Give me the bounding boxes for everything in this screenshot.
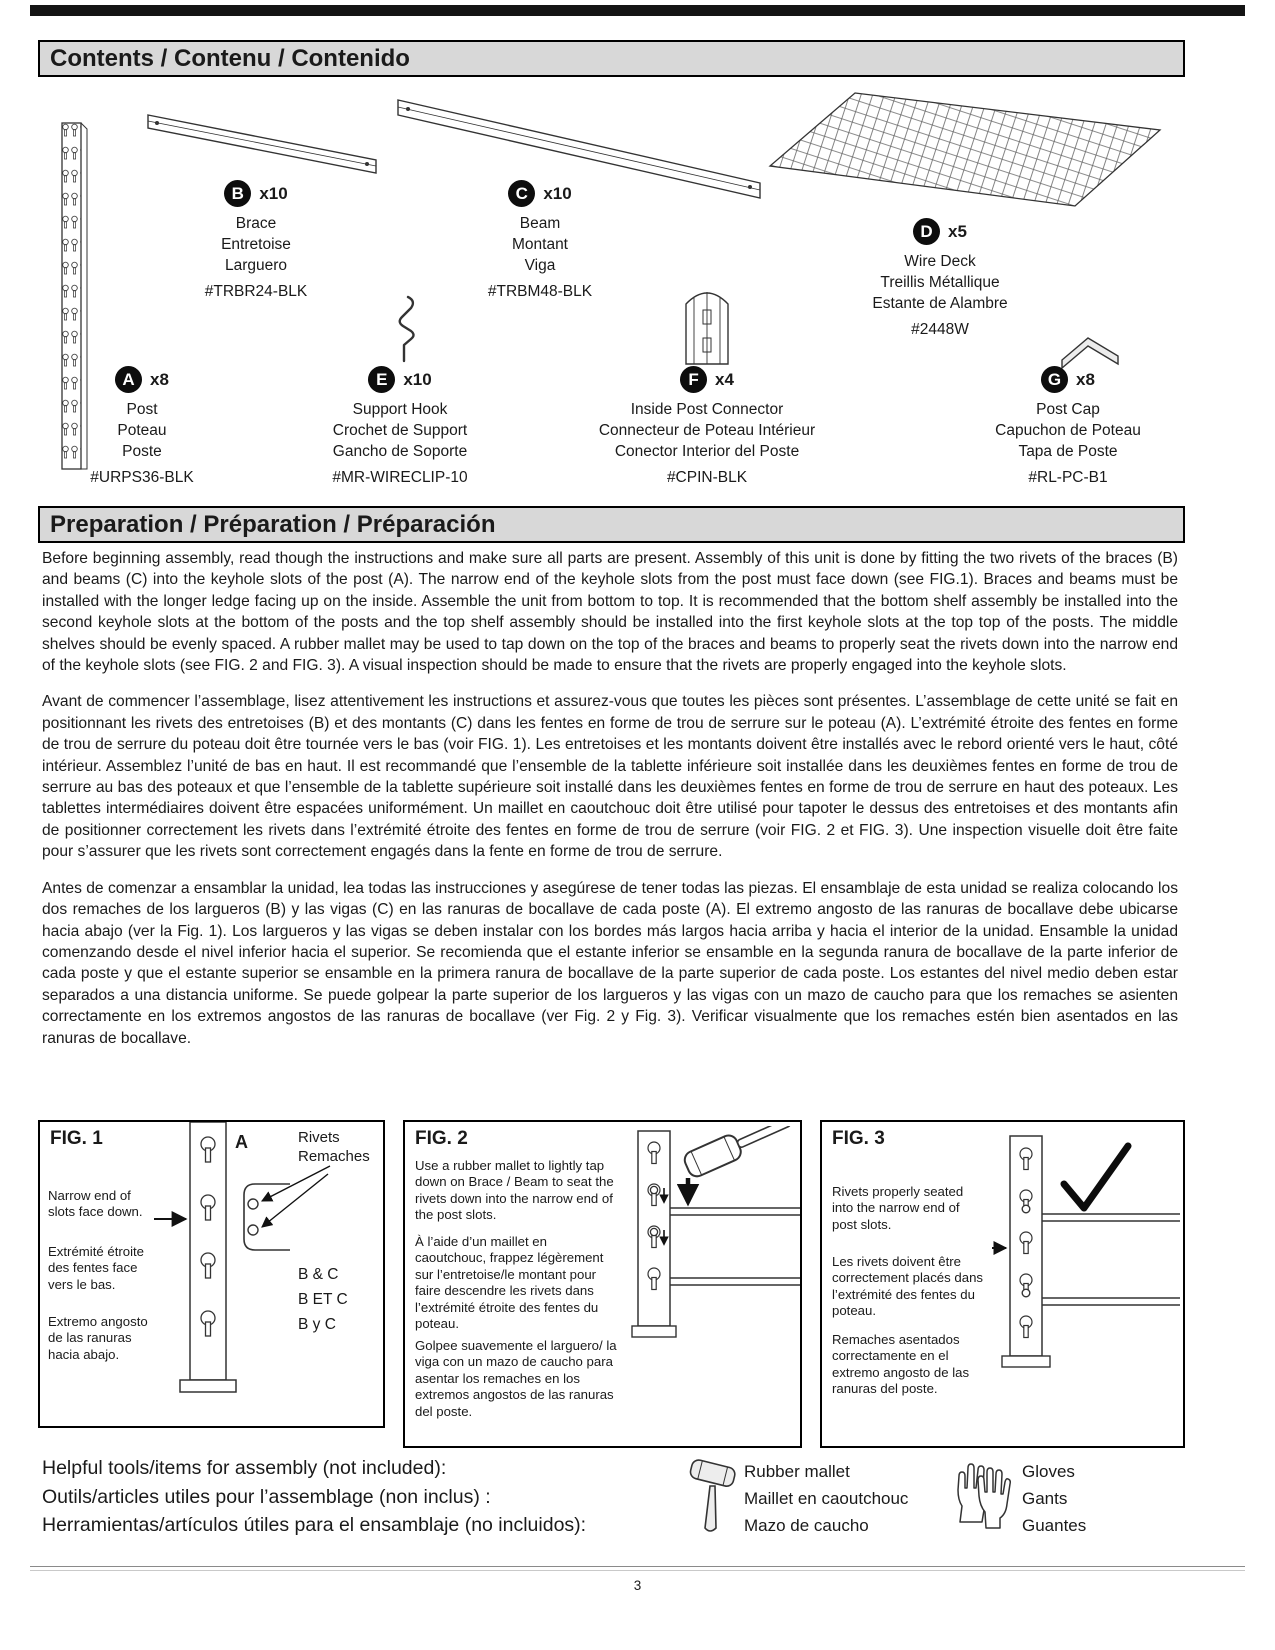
part-name-es: Estante de Alambre [872,295,1008,312]
part-beam [455,180,625,301]
part-name-fr: Entretoise [221,236,291,253]
mallet-label-fr: Maillet en caoutchouc [744,1489,909,1508]
part-wire-deck [810,218,1070,339]
part-name-en: Post Cap [1036,401,1100,418]
part-letter-badge: F [680,366,707,393]
gloves-label-fr: Gants [1022,1489,1068,1508]
part-name-fr: Montant [511,236,568,253]
preparation-paragraph-es: Antes de comenzar a ensamblar la unidad, lea todas las instrucciones y asegúrese de tener todas las piezas. El ensamblaje de esta unidad se realiza colocando los dos remaches de los largueros (B) y las vigas (C) en las ranuras de bocallave de cada poste (A). El extremo angosto de las ranuras de bocallave debe ubicarse hacia abajo (ver la Fig. 1). Los largueros y las vigas se deben instalar con los bordes más largos hacia arriba y hacia el interior de la unidad. Ensamble la unidad comenzando desde el nivel inferior hacia el superior. Se recomienda que el estante inferior se ensamble en la segunda ranura de bocallave de la parte inferior de cada poste y que el estante superior se ensamble en la primera ranura de bocallave de la parte superior de cada poste. Los estantes del nivel medio deben estar separados a una distancia uniforme. Se puede golpear la parte superior de los largueros y las vigas con un mazo de caucho para que los remaches se asienten correctamente en los extremos angostos de las ranuras de bocallave (ver Fig. 2 y Fig. 3). Verificar visualmente que los remaches estén bien asentados en las ranuras de bocallave. [42,879,1178,1047]
part-sku: #TRBM48-BLK [487,283,593,300]
part-qty: x4 [715,369,734,389]
brace-illustration [140,103,385,191]
wire-deck-illustration [765,88,1165,213]
part-name-es: Tapa de Poste [1018,443,1118,460]
part-name-fr: Capuchon de Poteau [995,422,1141,439]
part-letter-badge: B [224,180,251,207]
part-name-fr: Treillis Métallique [880,274,1000,291]
fig2-title: FIG. 2 [415,1128,468,1149]
fig2-mallet-diagram [630,1126,800,1444]
tools-heading-en: Helpful tools/items for assembly (not included): [42,1457,447,1479]
part-name-es: Poste [122,443,162,460]
part-letter-badge: G [1041,366,1068,393]
fig1-bc-label-en: B & C [298,1266,339,1283]
part-letter-badge: E [368,366,395,393]
fig2-text-es: Golpee suavemente el larguero/ la viga con un mazo de caucho para asentar los remaches en los extremos angostos de las ranuras del poste. [415,1338,617,1419]
part-letter-badge: A [115,366,142,393]
fig1-post-label: A [235,1132,248,1152]
fig2-text-fr: À l’aide d’un maillet en caoutchouc, frappez légèrement sur l’entretoise/le montant pour faire descendre les rivets dans l’extrémité étroite des fentes du poteau. [415,1234,604,1332]
part-name-en: Brace [235,215,277,232]
fig3-text-en: Rivets properly seated into the narrow end of post slots. [832,1184,964,1232]
gloves-label-en: Gloves [1022,1462,1075,1481]
part-qty: x10 [259,183,288,203]
checkmark-icon [1064,1146,1128,1208]
part-inside-post-connector [577,366,837,487]
fig3-text-fr: Les rivets doivent être correctement placés dans l’extrémité des fentes du poteau. [832,1254,983,1319]
figure-2-box [403,1120,802,1448]
part-sku: #URPS36-BLK [90,469,194,486]
preparation-paragraph-fr: Avant de commencer l’assemblage, lisez attentivement les instructions et assurez-vous que toutes les pièces sont présentes. L’assemblage de cette unité se fait en positionnant les rivets des entretoises (B) et des montants (C) dans les fentes en forme de trou de serrure sur le poteau (A). L’extrémité étroite des fentes en forme de trou de serrure du poteau doit être tournée vers le bas (voir FIG. 1). Les entretoises et les montants doivent être installés avec le rebord orienté vers le haut, côté intérieur. Assemblez l’unité de bas en haut. Il est recommandé que l’ensemble de la tablette inférieure soit installée dans les deuxièmes fentes en forme de trou de serrure au bas des poteaux et que l’ensemble de la tablette supérieure soit installé dans les deuxièmes fentes en forme de trou de serrure en haut des poteaux. Les tablettes intermédiaires doivent être espacées uniformément. Un maillet en caoutchouc doit être utilisé pour tapoter le dessus des entretoises et des montants afin de positionner correctement les rivets dans l’extrémité étroite des fentes en forme de trou de serrure (voir FIG. 2 et FIG. 3). Une inspection visuelle doit être faite pour s’assurer que les rivets sont correctement engagés dans la fente en forme de trou de serrure. [42,693,1178,861]
preparation-title: Preparation / Préparation / Préparación [50,510,496,538]
part-sku: #RL-PC-B1 [1028,469,1108,486]
inside-post-connector-illustration [676,280,738,368]
rubber-mallet-icon [688,1458,740,1536]
part-letter-badge: D [913,218,940,245]
part-name-es: Larguero [224,257,288,274]
contents-title: Contents / Contenu / Contenido [50,44,410,72]
part-name-en: Inside Post Connector [630,401,784,418]
part-name-es: Gancho de Soporte [332,443,468,460]
fig1-bc-label-es: B y C [298,1316,336,1333]
fig3-text-es: Remaches asentados correctamente en el extremo angosto de las ranuras del poste. [832,1332,970,1397]
part-letter-badge: C [508,180,535,207]
footer-rule-secondary [30,1570,1245,1571]
fig3-seated-rivets-diagram [992,1126,1180,1444]
preparation-paragraph-en: Before beginning assembly, read though the instructions and make sure all parts are present. Assembly of this unit is done by fitting the two rivets of the braces (B) and beams (C) into the keyhole slots of the post (A). The narrow end of the keyhole slots from the post must face down (see FIG.1). Braces and beams must be installed with the longer ledge facing up on the inside. Assemble the unit from bottom to top. It is recommended that the bottom shelf assembly be installed into the second keyhole slots at the bottom of the posts and the top shelf assembly should be installed into the first keyhole slots at the top top of the posts. The middle shelves should be evenly spaced. A rubber mallet may be used to tap down on the top of the braces and beams to properly seat the rivets down into the narrow end of the keyhole slots (see FIG. 2 and FIG. 3). A visual inspection should be made to ensure that the rivets are properly engaged into the keyhole slots. [42,550,1178,675]
fig1-bc-label-fr: B ET C [298,1291,348,1308]
fig1-narrow-text-en: Narrow end of slots face down. [48,1188,143,1220]
tools-heading-fr: Outils/articles utiles pour l’assemblage (non inclus) : [42,1485,491,1508]
fig1-narrow-text-fr: Extrémité étroite des fentes face vers le bas. [48,1244,145,1292]
fig1-rivets-label-en: Rivets [298,1129,340,1146]
part-name-en: Support Hook [352,401,448,418]
part-name-es: Conector Interior del Poste [614,443,800,460]
footer-rule [30,1566,1245,1567]
fig1-rivets-label-es: Remaches [298,1148,370,1165]
part-name-fr: Poteau [117,422,167,439]
part-qty: x8 [150,369,169,389]
mallet-label-es: Mazo de caucho [744,1516,869,1535]
top-border-bar [30,5,1245,16]
tools-heading-es: Herramientas/artículos útiles para el ensamblaje (no incluidos): [42,1514,587,1536]
contents-section-header [38,40,1185,77]
mallet-label-en: Rubber mallet [744,1462,850,1481]
page-number: 3 [633,1578,642,1593]
part-qty: x5 [948,221,967,241]
support-hook-illustration [386,293,426,365]
part-qty: x10 [403,369,432,389]
part-sku: #MR-WIRECLIP-10 [332,469,468,486]
part-sku: #CPIN-BLK [666,469,748,486]
part-name-en: Post [126,401,158,418]
part-brace [171,180,341,301]
part-name-en: Beam [519,215,561,232]
fig1-narrow-text-es: Extremo angosto de las ranuras hacia abajo. [48,1314,148,1362]
fig3-title: FIG. 3 [832,1128,885,1149]
part-support-hook [290,366,510,487]
figure-1-box [38,1120,385,1428]
part-qty: x8 [1076,369,1095,389]
fig1-title: FIG. 1 [50,1128,103,1149]
part-post [58,366,226,487]
preparation-section-header [38,506,1185,543]
part-sku: #2448W [911,321,969,338]
part-name-en: Wire Deck [904,253,976,270]
part-name-fr: Crochet de Support [332,422,468,439]
part-qty: x10 [543,183,572,203]
figure-3-box [820,1120,1185,1448]
gloves-label-es: Guantes [1022,1516,1087,1535]
fig2-text-en: Use a rubber mallet to lightly tap down on Brace / Beam to seat the rivets down into the narrow end of the post slots. [415,1158,614,1223]
preparation-paragraphs [42,548,1178,1064]
gloves-icon [952,1460,1014,1532]
part-name-es: Viga [524,257,556,274]
part-sku: #TRBR24-BLK [204,283,308,300]
tools-heading [42,1454,586,1540]
part-name-fr: Connecteur de Poteau Intérieur [598,422,816,439]
part-post-cap [983,366,1153,487]
